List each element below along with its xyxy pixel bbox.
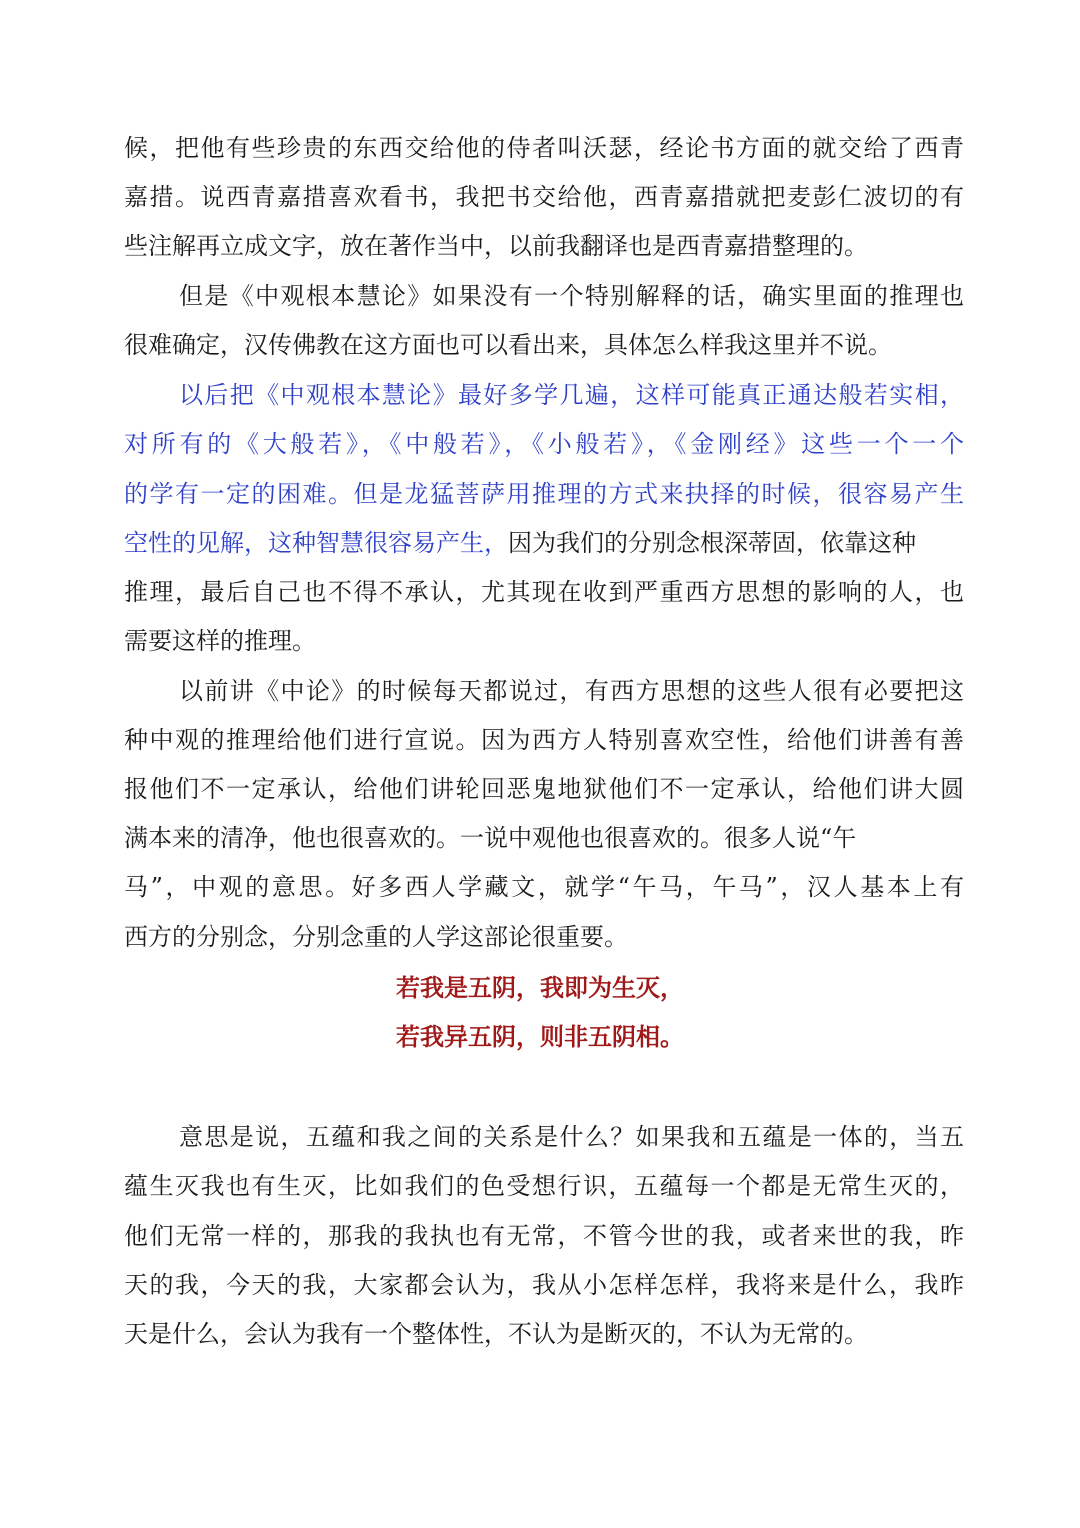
paragraph-5-line-4: 天的我，今天的我，大家都会认为，我从小怎样怎样，我将来是什么，我昨 <box>124 1271 964 1299</box>
verse-line-1: 若我是五阴，我即为生灭， <box>396 973 684 1002</box>
paragraph-4-line-3: 报他们不一定承认，给他们讲轮回恶鬼地狱他们不一定承认，给他们讲大圆 <box>124 775 964 803</box>
paragraph-1-line-1: 候，把他有些珍贵的东西交给他的侍者叫沃瑟，经论书方面的就交给了西青 <box>124 134 964 162</box>
paragraph-3-line-4 <box>124 523 964 563</box>
verse-line-2: 若我异五阴，则非五阴相。 <box>396 1022 684 1051</box>
paragraph-5-line-5: 天是什么，会认为我有一个整体性，不认为是断灭的，不认为无常的。 <box>124 1320 868 1348</box>
paragraph-2-line-2: 很难确定，汉传佛教在这方面也可以看出来，具体怎么样我这里并不说。 <box>124 331 892 359</box>
paragraph-4-line-1: 以前讲《中论》的时候每天都说过，有西方思想的这些人很有必要把这 <box>179 677 964 705</box>
paragraph-3-line-2: 对所有的《大般若》，《中般若》，《小般若》，《金刚经》这些一个一个 <box>124 430 964 458</box>
paragraph-5-line-2: 蕴生灭我也有生灭，比如我们的色受想行识，五蕴每一个都是无常生灭的， <box>124 1172 964 1200</box>
paragraph-1-line-2: 嘉措。说西青嘉措喜欢看书，我把书交给他，西青嘉措就把麦彭仁波切的有 <box>124 183 964 211</box>
paragraph-4-line-2: 种中观的推理给他们进行宣说。因为西方人特别喜欢空性，给他们讲善有善 <box>124 726 964 754</box>
paragraph-3-line-4-black: 因为我们的分别念根深蒂固，依靠这种 <box>508 529 916 557</box>
paragraph-3-line-5: 推理，最后自己也不得不承认，尤其现在收到严重西方思想的影响的人，也 <box>124 578 964 606</box>
paragraph-1-line-3: 些注解再立成文字，放在著作当中，以前我翻译也是西青嘉措整理的。 <box>124 232 868 260</box>
paragraph-2-line-1: 但是《中观根本慧论》如果没有一个特别解释的话，确实里面的推理也 <box>179 282 964 310</box>
paragraph-4-line-5: 马”，中观的意思。好多西人学藏文，就学“午马，午马”，汉人基本上有 <box>124 873 964 901</box>
paragraph-3-line-6: 需要这样的推理。 <box>124 627 316 655</box>
paragraph-3-line-4-blue: 空性的见解，这种智慧很容易产生， <box>124 529 508 557</box>
paragraph-3-line-1: 以后把《中观根本慧论》最好多学几遍，这样可能真正通达般若实相， <box>179 381 964 409</box>
paragraph-5-line-1: 意思是说，五蕴和我之间的关系是什么？如果我和五蕴是一体的，当五 <box>179 1123 964 1151</box>
paragraph-4-line-4: 满本来的清净，他也很喜欢的。一说中观他也很喜欢的。很多人说“午 <box>124 824 857 852</box>
paragraph-3-line-3: 的学有一定的困难。但是龙猛菩萨用推理的方式来抉择的时候，很容易产生 <box>124 480 964 508</box>
paragraph-4-line-6: 西方的分别念，分别念重的人学这部论很重要。 <box>124 923 628 951</box>
paragraph-5-line-3: 他们无常一样的，那我的我执也有无常，不管今世的我，或者来世的我，昨 <box>124 1222 964 1250</box>
